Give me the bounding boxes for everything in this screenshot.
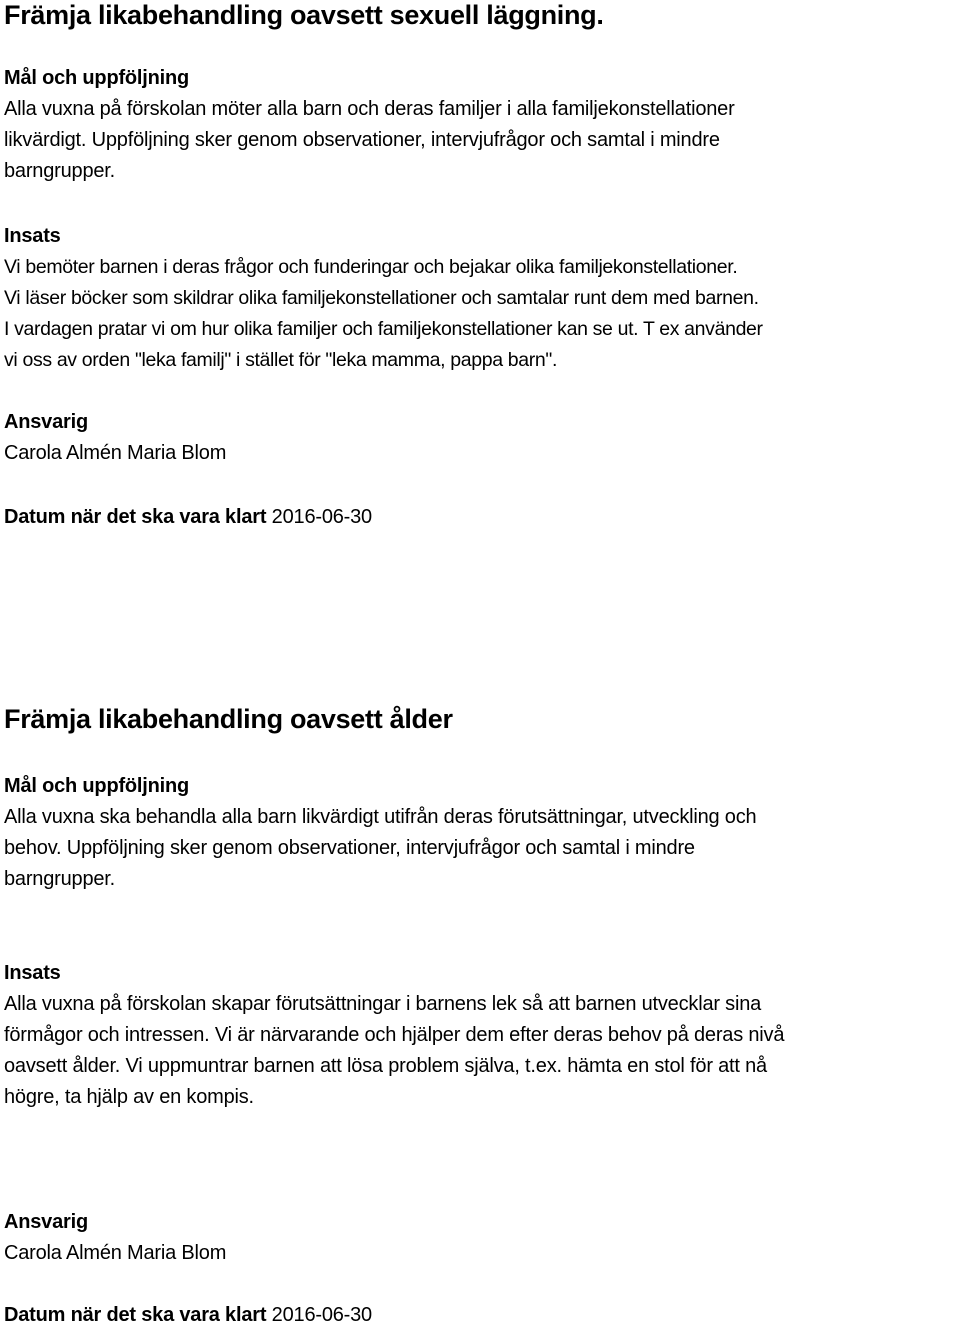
responsible-label: Ansvarig bbox=[4, 411, 88, 433]
deadline-label: Datum när det ska vara klart bbox=[4, 1304, 267, 1326]
action-line: oavsett ålder. Vi uppmuntrar barnen att lösa problem själva, t.ex. hämta en stol för att nå bbox=[4, 1055, 767, 1077]
goal-line: likvärdigt. Uppföljning sker genom observationer, intervjufrågor och samtal i mindre bbox=[4, 129, 720, 151]
goal-line: barngrupper. bbox=[4, 868, 116, 890]
goal-label: Mål och uppföljning bbox=[4, 775, 190, 797]
goal-text bbox=[4, 802, 958, 895]
action-label: Insats bbox=[4, 225, 61, 247]
action-line: vi oss av orden "leka familj" i stället för "leka mamma, pappa barn". bbox=[4, 349, 558, 371]
action-label: Insats bbox=[4, 962, 61, 984]
action-line: I vardagen pratar vi om hur olika familjer och familjekonstellationer kan se ut. T ex använder bbox=[4, 318, 763, 340]
action-text bbox=[4, 989, 958, 1113]
goal-line: Alla vuxna ska behandla alla barn likvärdigt utifrån deras förutsättningar, utveckling och bbox=[4, 806, 757, 828]
goal-line: behov. Uppföljning sker genom observationer, intervjufrågor och samtal i mindre bbox=[4, 837, 695, 859]
action-line: högre, ta hjälp av en kompis. bbox=[4, 1086, 254, 1108]
responsible-value: Carola Almén Maria Blom bbox=[4, 1242, 227, 1264]
action-line: Vi bemöter barnen i deras frågor och funderingar och bejakar olika familjekonstellationer. bbox=[4, 256, 738, 278]
deadline-value: 2016-06-30 bbox=[271, 1304, 372, 1326]
goal-text bbox=[4, 94, 958, 187]
action-line: Alla vuxna på förskolan skapar förutsättningar i barnens lek så att barnen utvecklar sina bbox=[4, 993, 762, 1015]
responsible-label: Ansvarig bbox=[4, 1211, 88, 1233]
goal-line: Alla vuxna på förskolan möter alla barn och deras familjer i alla familjekonstellationer bbox=[4, 98, 735, 120]
goal-line: barngrupper. bbox=[4, 160, 116, 182]
section-title: Främja likabehandling oavsett ålder bbox=[4, 704, 453, 734]
action-text bbox=[4, 252, 958, 376]
action-line: förmågor och intressen. Vi är närvarande och hjälper dem efter deras behov på deras nivå bbox=[4, 1024, 785, 1046]
action-line: Vi läser böcker som skildrar olika familjekonstellationer och samtalar runt dem med barnen. bbox=[4, 287, 759, 309]
deadline bbox=[4, 502, 958, 533]
responsible-value: Carola Almén Maria Blom bbox=[4, 442, 227, 464]
deadline-label: Datum när det ska vara klart bbox=[4, 506, 267, 528]
section-title: Främja likabehandling oavsett sexuell läggning. bbox=[4, 0, 604, 30]
deadline-value: 2016-06-30 bbox=[271, 506, 372, 528]
goal-label: Mål och uppföljning bbox=[4, 67, 190, 89]
deadline bbox=[4, 1300, 958, 1331]
